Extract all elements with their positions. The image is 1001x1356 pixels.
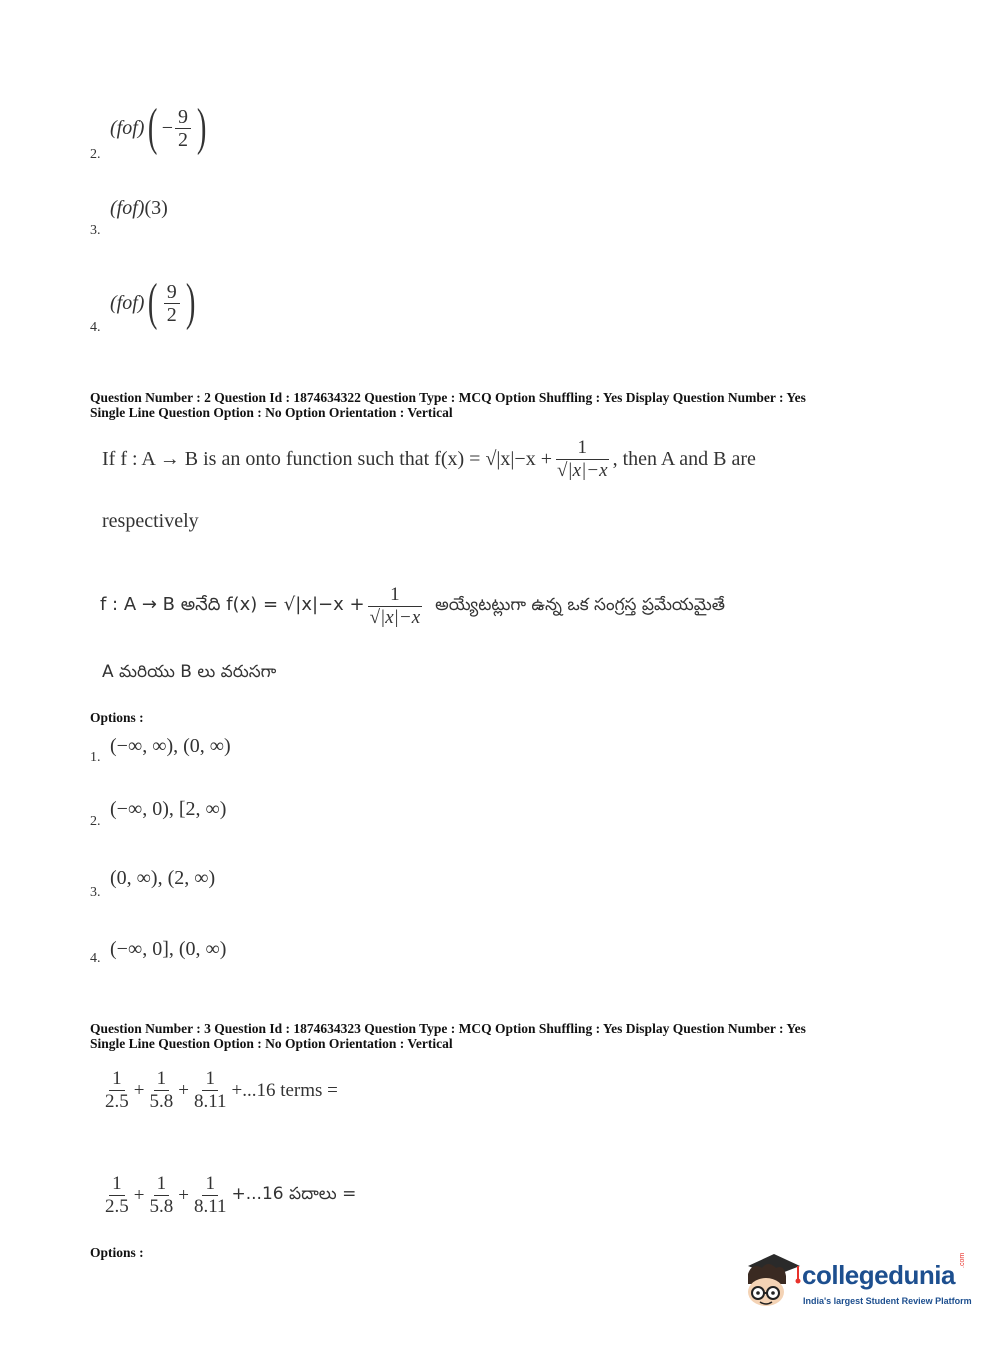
question-text-suffix: అయ్యేటట్లుగా ఉన్న ఒక సంగ్రస్త ప్రమేయమైతే [435, 594, 725, 615]
question-text-suffix: , then A and B are [612, 448, 756, 470]
fraction-denominator: 5.8 [149, 1196, 174, 1217]
fraction-numerator: 1 [202, 1068, 218, 1091]
fraction-denominator: √|x|−x [369, 607, 421, 628]
option-4[interactable] [90, 938, 310, 972]
option-number: 2. [90, 147, 101, 162]
question-2-telugu-line-2: A మరియు B లు వరుసగా [102, 662, 277, 682]
prev-option-3 [90, 195, 250, 240]
brand-tagline: India's largest Student Review Platform [803, 1296, 972, 1306]
fraction-numerator: 9 [164, 281, 180, 304]
option-number: 3. [90, 223, 101, 238]
option-number: 2. [90, 814, 101, 829]
question-3-telugu: $\frac{1}{2.5}$ + $\frac{1}{5.8}$ + $\frac{1}{8.11}$ +...16 పదాలు = [100, 1173, 356, 1218]
function-label: (fof) [110, 116, 145, 139]
question-2-telugu [100, 584, 900, 629]
question-text-prefix: f : A → B అనేది f(x) = √|x|−x + [100, 594, 365, 615]
fraction-denominator: 2 [166, 303, 177, 326]
function-argument: (3) [144, 197, 168, 219]
fraction-numerator: 1 [556, 437, 610, 460]
option-number: 4. [90, 951, 101, 966]
collegedunia-logo[interactable] [740, 1248, 970, 1312]
series-tail: +...16 terms = [231, 1079, 338, 1101]
option-2[interactable] [90, 798, 310, 832]
metadata-line-2: Single Line Question Option : No Option Orientation : Vertical [90, 405, 453, 420]
brand-name: collegedunia [802, 1260, 955, 1290]
question-2-english [102, 437, 902, 482]
option-3[interactable] [90, 867, 310, 901]
option-text: (−∞, ∞), (0, ∞) [110, 735, 231, 757]
fraction-denominator: 5.8 [149, 1091, 174, 1112]
fraction-numerator: 1 [109, 1068, 125, 1091]
options-label: Options : [90, 1245, 144, 1260]
question-3-metadata [90, 1021, 970, 1051]
option-text: (−∞, 0], (0, ∞) [110, 938, 227, 960]
question-2-metadata [90, 390, 970, 420]
fraction-numerator: 9 [175, 106, 191, 129]
option-1[interactable] [90, 735, 310, 769]
fraction-numerator: 1 [368, 584, 422, 607]
option-number: 4. [90, 320, 101, 335]
mascot-icon [740, 1248, 802, 1310]
metadata-line-1: Question Number : 2 Question Id : 1874634322 Question Type : MCQ Option Shuffling : Yes Display Question Number : Yes [90, 390, 806, 405]
fraction-numerator: 1 [202, 1173, 218, 1196]
fraction-denominator: 2.5 [105, 1091, 129, 1112]
fraction-numerator: 1 [154, 1068, 170, 1091]
fraction-denominator: 2.5 [105, 1196, 129, 1217]
fraction-denominator: 2 [178, 128, 189, 151]
question-3-english: $\frac{1}{2.5}$ + $\frac{1}{5.8}$ + $\frac{1}{8.11}$ +...16 terms = [100, 1068, 338, 1113]
option-text: (−∞, 0), [2, ∞) [110, 798, 227, 820]
prev-option-4: 4. (fof) ( $\frac{9}{2}$ ) [90, 274, 196, 335]
metadata-line-2: Single Line Question Option : No Option Orientation : Vertical [90, 1036, 453, 1051]
fraction-denominator: √|x|−x [557, 460, 608, 481]
fraction-numerator: 1 [109, 1173, 125, 1196]
option-number: 1. [90, 750, 101, 765]
minus-sign: − [161, 116, 174, 139]
function-label: (fof) [110, 291, 145, 314]
options-label: Options : [90, 710, 144, 725]
series-tail: +...16 పదాలు = [231, 1183, 357, 1204]
prev-option-2: 2. (fof) ( − $\frac{9}{2}$ ) [90, 99, 207, 162]
question-text-prefix: If f : A → B is an onto function such that f(x) = √|x|−x + [102, 448, 552, 470]
metadata-line-1: Question Number : 3 Question Id : 1874634323 Question Type : MCQ Option Shuffling : Yes Display Question Number : Yes [90, 1021, 806, 1036]
question-2-english-line-2: respectively [102, 510, 199, 532]
brand-dotcom: .com [959, 1252, 966, 1268]
fraction-numerator: 1 [154, 1173, 170, 1196]
function-label: (fof) [110, 197, 145, 219]
option-number: 3. [90, 885, 101, 900]
option-text: (0, ∞), (2, ∞) [110, 867, 216, 889]
fraction-denominator: 8.11 [193, 1196, 227, 1217]
fraction-denominator: 8.11 [193, 1091, 227, 1112]
